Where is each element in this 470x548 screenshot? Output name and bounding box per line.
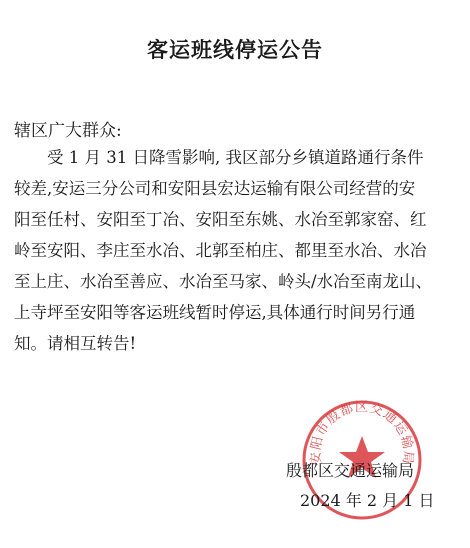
salutation: 辖区广大群众:: [14, 121, 122, 141]
seal-text: 安阳市殷都区交通运输局: [308, 400, 416, 466]
issue-date: 2024 年 2 月 1 日: [300, 491, 435, 510]
body-line: 至上庄、水冶至善应、水冶至马家、岭头/水冶至南龙山、: [14, 272, 433, 291]
notice-title: 客运班线停运公告: [147, 37, 323, 62]
body-line: 上寺坪至安阳等客运班线暂时停运,具体通行时间另行通: [14, 303, 416, 322]
body-line: 知。请相互转告!: [14, 334, 137, 353]
body-line: 岭至安阳、李庄至水冶、北郭至柏庄、都里至水冶、水冶: [14, 241, 427, 260]
body-line: 阳至任村、安阳至丁冶、安阳至东姚、水冶至郭家窑、红: [14, 210, 427, 229]
body-line: 受 1 月 31 日降雪影响, 我区部分乡镇道路通行条件: [47, 148, 424, 167]
body-line: 较差,安运三分公司和安阳县宏达运输有限公司经营的安: [14, 179, 416, 198]
issuer-name: 殷都区交通运输局: [286, 461, 415, 480]
notice-body: [14, 142, 460, 359]
